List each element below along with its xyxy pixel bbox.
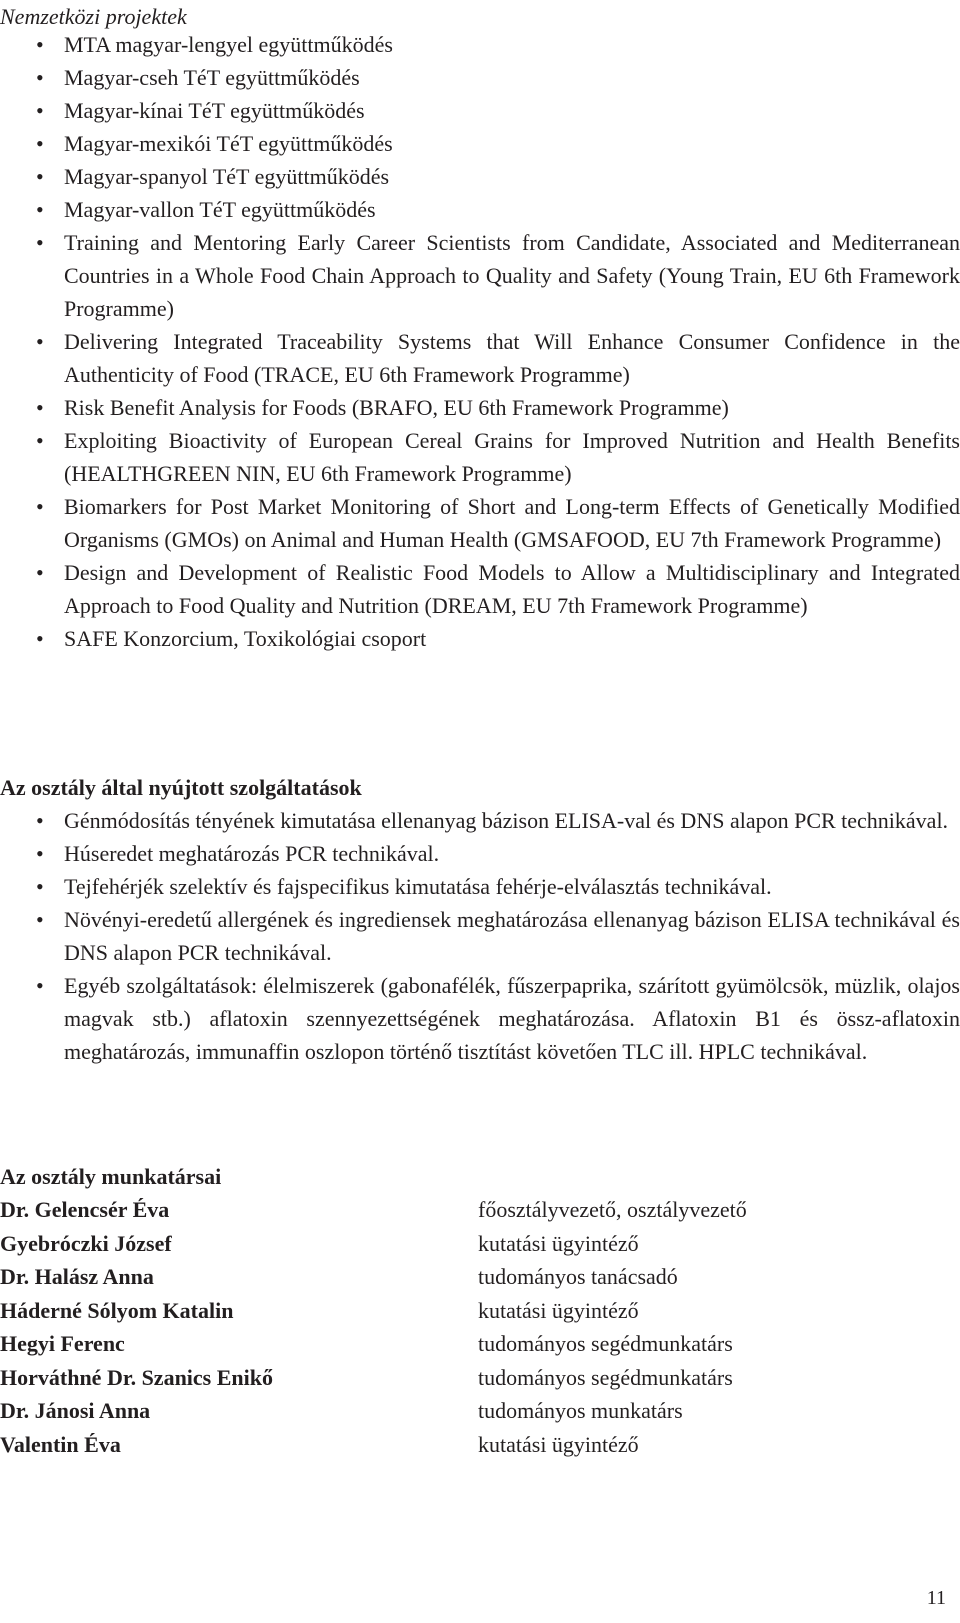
staff-role: kutatási ügyintéző [478, 1230, 639, 1256]
bullet-icon: • [36, 560, 44, 585]
staff-name: Gyebróczki József [0, 1230, 172, 1256]
list-item-text: Tejfehérjék szelektív és fajspecifikus kimutatása fehérje-elválasztás technikával. [64, 874, 772, 899]
bullet-icon: • [36, 808, 44, 833]
list-item [0, 28, 960, 61]
staff-row [0, 1394, 960, 1428]
bullet-icon: • [36, 98, 44, 123]
list-item-text: Növényi-eredetű allergének és ingrediensek meghatározása ellenanyag bázison ELISA technikával és DNS alapon PCR technikával. [64, 907, 960, 965]
list-item [0, 903, 960, 969]
bullet-icon: • [36, 32, 44, 57]
list-item [0, 837, 960, 870]
list-item [0, 226, 960, 325]
staff-heading: Az osztály munkatársai [0, 1164, 222, 1189]
international-projects-heading: Nemzetközi projektek [0, 4, 187, 29]
list-item-text: Exploiting Bioactivity of European Cereal Grains for Improved Nutrition and Health Benefits (HEALTHGREEN NIN, EU 6th Framework Programme) [64, 428, 960, 486]
list-item-text: Egyéb szolgáltatások: élelmiszerek (gabonafélék, fűszerpaprika, szárított gyümölcsök, müzlik, olajos magvak stb.) aflatoxin szennyezettségének meghatározása. Aflatoxin B1 és össz-aflatoxin meghatározás, immunaffin oszlopon történő tisztítást követően TLC ill. HPLC technikával. [64, 973, 960, 1064]
staff-row [0, 1260, 960, 1294]
list-item [0, 490, 960, 556]
staff-row [0, 1294, 960, 1328]
list-item-text: Magyar-spanyol TéT együttműködés [64, 164, 390, 189]
bullet-icon: • [36, 907, 44, 932]
bullet-icon: • [36, 65, 44, 90]
staff-row [0, 1193, 960, 1227]
list-item [0, 870, 960, 903]
staff-name: Dr. Gelencsér Éva [0, 1197, 170, 1222]
bullet-icon: • [36, 131, 44, 156]
list-item [0, 391, 960, 424]
staff-role: kutatási ügyintéző [478, 1431, 639, 1457]
staff-name: Hegyi Ferenc [0, 1331, 125, 1356]
list-item-text: Húseredet meghatározás PCR technikával. [64, 841, 440, 866]
list-item-text: Design and Development of Realistic Food Models to Allow a Multidisciplinary and Integrated Approach to Food Quality and Nutrition (DREAM, EU 7th Framework Programme) [64, 560, 960, 618]
staff-name: Dr. Halász Anna [0, 1264, 154, 1289]
staff-name: Háderné Sólyom Katalin [0, 1297, 234, 1323]
staff-name: Dr. Jánosi Anna [0, 1398, 151, 1423]
page-number: 11 [926, 1587, 946, 1609]
staff-row [0, 1227, 960, 1261]
list-item [0, 127, 960, 160]
bullet-icon: • [36, 428, 44, 453]
bullet-icon: • [36, 841, 44, 866]
bullet-icon: • [36, 874, 44, 899]
staff-role: tudományos segédmunkatárs [478, 1364, 733, 1390]
list-item-text: Training and Mentoring Early Career Scientists from Candidate, Associated and Mediterranean Countries in a Whole Food Chain Approach to Quality and Safety (Young Train, EU 6th Framework Programme) [64, 230, 960, 321]
bullet-icon: • [36, 164, 44, 189]
staff-role: tudományos munkatárs [478, 1398, 683, 1423]
list-item [0, 969, 960, 1068]
staff-name: Horváthné Dr. Szanics Enikő [0, 1364, 274, 1390]
staff-list [0, 1193, 960, 1461]
list-item-text: Delivering Integrated Traceability Systems that Will Enhance Consumer Confidence in the Authenticity of Food (TRACE, EU 6th Framework Programme) [64, 329, 960, 387]
bullet-icon: • [36, 230, 44, 255]
list-item-text: Biomarkers for Post Market Monitoring of Short and Long-term Effects of Genetically Modified Organisms (GMOs) on Animal and Human Health (GMSAFOOD, EU 7th Framework Programme) [64, 494, 960, 552]
bullet-icon: • [36, 494, 44, 519]
list-item-text: Magyar-cseh TéT együttműködés [64, 65, 360, 90]
bullet-icon: • [36, 626, 44, 651]
staff-row [0, 1428, 960, 1462]
staff-role: főosztályvezető, osztályvezető [478, 1197, 747, 1222]
list-item [0, 622, 960, 655]
bullet-icon: • [36, 329, 44, 354]
staff-role: tudományos segédmunkatárs [478, 1331, 733, 1356]
services-list [0, 804, 960, 1068]
list-item-text: SAFE Konzorcium, Toxikológiai csoport [64, 626, 427, 651]
staff-role: kutatási ügyintéző [478, 1297, 639, 1323]
list-item-text: Génmódosítás tényének kimutatása ellenanyag bázison ELISA-val és DNS alapon PCR technikával. [64, 808, 949, 833]
list-item [0, 556, 960, 622]
staff-row [0, 1361, 960, 1395]
list-item-text: Magyar-mexikói TéT együttműködés [64, 131, 393, 156]
list-item-text: MTA magyar-lengyel együttműködés [64, 32, 393, 57]
bullet-icon: • [36, 395, 44, 420]
list-item [0, 160, 960, 193]
list-item-text: Risk Benefit Analysis for Foods (BRAFO, EU 6th Framework Programme) [64, 395, 729, 420]
staff-name: Valentin Éva [0, 1431, 121, 1457]
list-item [0, 424, 960, 490]
list-item [0, 193, 960, 226]
international-projects-list [0, 28, 960, 655]
staff-role: tudományos tanácsadó [478, 1264, 678, 1289]
list-item [0, 804, 960, 837]
list-item [0, 94, 960, 127]
list-item-text: Magyar-kínai TéT együttműködés [64, 98, 365, 123]
list-item-text: Magyar-vallon TéT együttműködés [64, 197, 376, 222]
bullet-icon: • [36, 973, 44, 998]
list-item [0, 325, 960, 391]
services-heading: Az osztály által nyújtott szolgáltatások [0, 775, 362, 800]
staff-row [0, 1327, 960, 1361]
list-item [0, 61, 960, 94]
bullet-icon: • [36, 197, 44, 222]
